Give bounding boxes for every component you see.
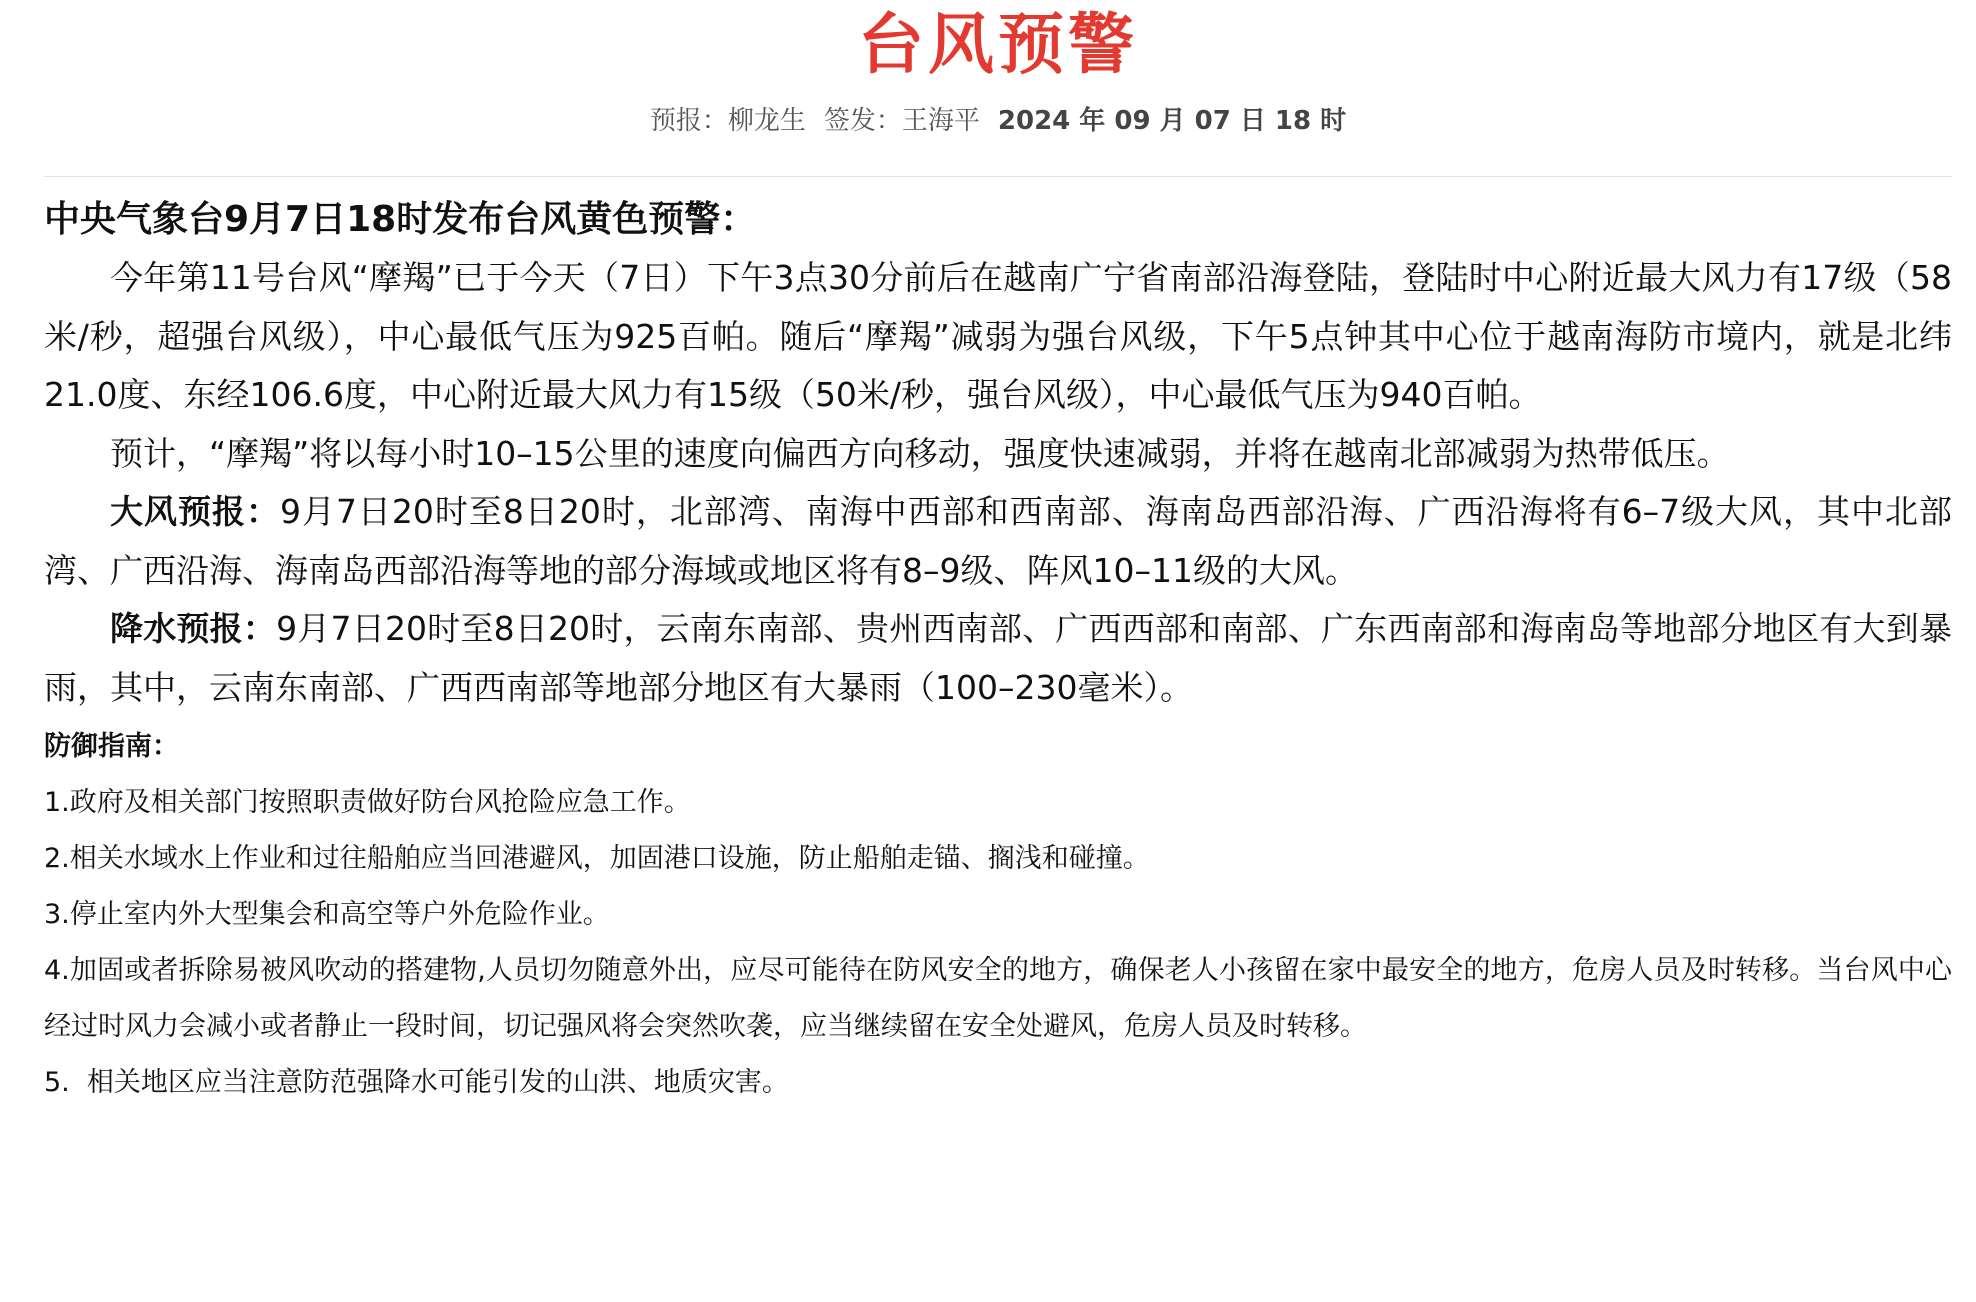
wind-forecast-paragraph	[44, 483, 1952, 600]
page-title: 台风预警	[858, 6, 1138, 83]
wind-forecast-label: 大风预报：	[110, 492, 280, 531]
guide-item-4: 4.加固或者拆除易被风吹动的搭建物,人员切勿随意外出，应尽可能待在防风安全的地方，确保老人小孩留在家中最安全的地方，危房人员及时转移。当台风中心经过时风力会减小或者静止一段时间，切记强风将会突然吹袭，应当继续留在安全处避风，危房人员及时转移。	[44, 955, 1952, 1042]
guide-item-3: 3.停止室内外大型集会和高空等户外危险作业。	[44, 899, 610, 930]
forecaster-name: 柳龙生	[727, 106, 806, 136]
issue-date: 2024 年 09 月 07 日 18 时	[997, 106, 1347, 136]
divider	[44, 176, 1952, 177]
guide-item-5: 5. 相关地区应当注意防范强降水可能引发的山洪、地质灾害。	[44, 1067, 789, 1098]
rain-forecast-text: 9月7日20时至8日20时，云南东南部、贵州西南部、广西西部和南部、广东西南部和海南岛等地部分地区有大到暴雨，其中，云南东南部、广西西南部等地部分地区有大暴雨（100–230毫米）。	[44, 609, 1952, 707]
byline	[44, 96, 1952, 146]
wind-forecast-text: 9月7日20时至8日20时，北部湾、南海中西部和西南部、海南岛西部沿海、广西沿海将有6–7级大风，其中北部湾、广西沿海、海南岛西部沿海等地的部分海域或地区将有8–9级、阵风10–11级的大风。	[44, 492, 1953, 590]
typhoon-status-paragraph: 今年第11号台风“摩羯”已于今天（7日）下午3点30分前后在越南广宁省南部沿海登陆，登陆时中心附近最大风力有17级（58米/秒，超强台风级），中心最低气压为925百帕。随后“摩羯”减弱为强台风级，下午5点钟其中心位于越南海防市境内，就是北纬21.0度、东经106.6度，中心附近最大风力有15级（50米/秒，强台风级），中心最低气压为940百帕。	[44, 258, 1952, 414]
typhoon-forecast-paragraph: 预计，“摩羯”将以每小时10–15公里的速度向偏西方向移动，强度快速减弱，并将在越南北部减弱为热带低压。	[110, 433, 1730, 473]
warning-document	[44, 0, 1952, 1111]
rain-forecast-label: 降水预报：	[110, 609, 277, 648]
guide-item-1: 1.政府及相关部门按照职责做好防台风抢险应急工作。	[44, 787, 691, 818]
guide-item-2: 2.相关水域水上作业和过往船舶应当回港避风，加固港口设施，防止船舶走锚、搁浅和碰撞。	[44, 843, 1150, 874]
defense-guide-title: 防御指南：	[44, 731, 179, 762]
issuer-label: 签发：	[823, 106, 902, 136]
forecaster-label: 预报：	[649, 106, 728, 136]
warning-headline: 中央气象台9月7日18时发布台风黄色预警：	[44, 199, 757, 240]
rain-forecast-paragraph	[44, 600, 1952, 717]
issuer-name: 王海平	[901, 106, 980, 136]
